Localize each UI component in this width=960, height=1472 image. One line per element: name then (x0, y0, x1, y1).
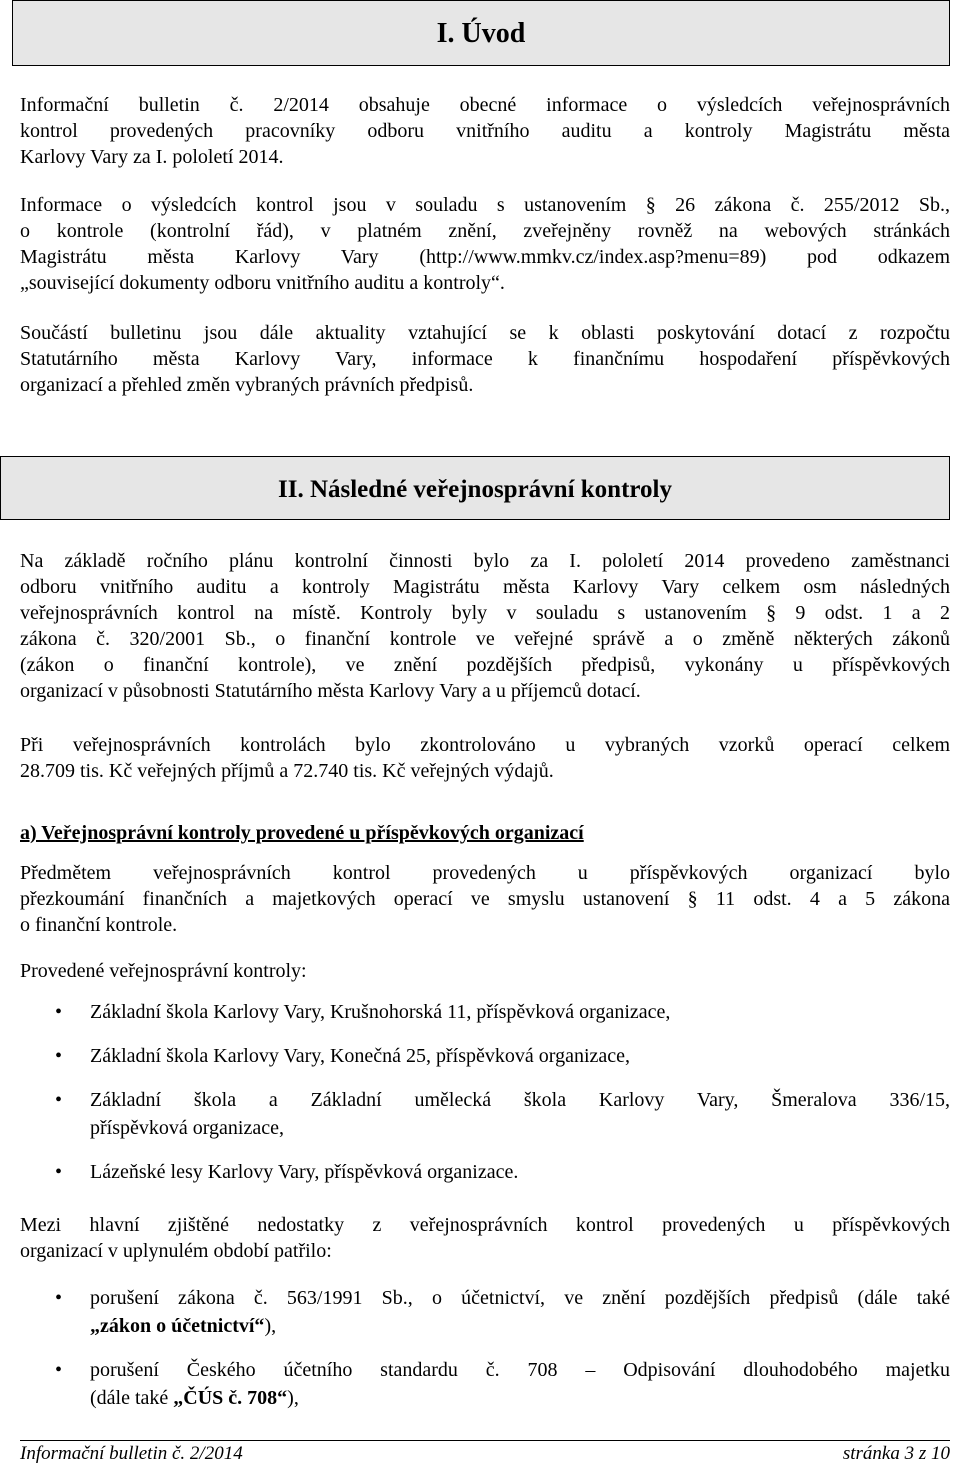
bullet-icon: • (55, 1045, 63, 1067)
text-line: veřejnosprávních kontrol na místě. Kontroly byly v souladu s ustanovením § 9 odst. 1 a 2 (20, 602, 950, 624)
list-item: • Základní škola a Základní umělecká škola Karlovy Vary, Šmeralova 336/15, příspěvková organizace, (20, 1086, 950, 1142)
list-item: • Lázeňské lesy Karlovy Vary, příspěvková organizace. (20, 1158, 950, 1186)
intro-paragraph-2 (20, 192, 950, 296)
text-line: Při veřejnosprávních kontrolách bylo zkontrolováno u vybraných vzorků operací celkem (20, 734, 950, 756)
list-item: • porušení zákona č. 563/1991 Sb., o účetnictví, ve znění pozdějších předpisů (dále také „zákon o účetnictví“), (20, 1284, 950, 1340)
controls-paragraph-1 (20, 548, 950, 704)
text-line: přezkoumání finančních a majetkových operací ve smyslu ustanovení § 11 odst. 4 a 5 zákona (20, 888, 950, 910)
subheading-contributory-organizations: a) Veřejnosprávní kontroly provedené u příspěvkových organizací (20, 822, 584, 844)
controls-paragraph-2 (20, 732, 950, 784)
section-heading-controls: II. Následné veřejnosprávní kontroly (0, 456, 950, 520)
text-line: Provedené veřejnosprávní kontroly: (20, 960, 307, 982)
text-line: organizací v uplynulém období patřilo: (20, 1240, 332, 1262)
text-line: Statutárního města Karlovy Vary, informace k finančnímu hospodaření příspěvkových (20, 348, 950, 370)
section-heading-intro: I. Úvod (12, 0, 950, 66)
footer-page-number: stránka 3 z 10 (842, 1443, 950, 1464)
bullet-icon: • (55, 1089, 63, 1111)
intro-paragraph-3 (20, 320, 950, 398)
bullet-icon: • (55, 1359, 63, 1381)
text-line: Součástí bulletinu jsou dále aktuality vztahující se k oblasti poskytování dotací z rozpočtu (20, 322, 950, 344)
page-footer (20, 1440, 950, 1467)
document-page (12, 0, 952, 1472)
text-line: 28.709 tis. Kč veřejných příjmů a 72.740 tis. Kč veřejných výdajů. (20, 760, 554, 782)
controls-list (20, 998, 950, 1186)
text-line: „související dokumenty odboru vnitřního auditu a kontroly“. (20, 272, 505, 294)
intro-paragraph-1 (20, 92, 950, 170)
text-line: (zákon o finanční kontrole), ve znění pozdějších předpisů, vykonány u příspěvkových (20, 654, 950, 676)
controls-paragraph-3 (20, 860, 950, 938)
text-line: Na základě ročního plánu kontrolní činnosti bylo za I. pololetí 2014 provedeno zaměstnanci (20, 550, 950, 572)
text-line: Mezi hlavní zjištěné nedostatky z veřejnosprávních kontrol provedených u příspěvkových (20, 1214, 950, 1236)
list-item: • porušení Českého účetního standardu č. 708 – Odpisování dlouhodobého majetku (dále také „ČÚS č. 708“), (20, 1356, 950, 1412)
text-line: kontrol provedených pracovníky odboru vnitřního auditu a kontroly Magistrátu města (20, 120, 950, 142)
text-line: o finanční kontrole. (20, 914, 178, 936)
bullet-icon: • (55, 1287, 63, 1309)
footer-bulletin-name: Informační bulletin č. 2/2014 (20, 1443, 243, 1464)
text-line: odboru vnitřního auditu a kontroly Magistrátu města Karlovy Vary celkem osm následných (20, 576, 950, 598)
bullet-icon: • (55, 1161, 63, 1183)
text-line: Informační bulletin č. 2/2014 obsahuje obecné informace o výsledcích veřejnosprávních (20, 94, 950, 116)
text-line: organizací a přehled změn vybraných právních předpisů. (20, 374, 474, 396)
text-line: zákona č. 320/2001 Sb., o finanční kontrole ve veřejné správě a o změně některých zákonů (20, 628, 950, 650)
text-line: Předmětem veřejnosprávních kontrol provedených u příspěvkových organizací bylo (20, 862, 950, 884)
text-line: organizací v působnosti Statutárního města Karlovy Vary a u příjemců dotací. (20, 680, 641, 702)
controls-list-intro (20, 958, 950, 984)
text-line: Karlovy Vary za I. pololetí 2014. (20, 146, 284, 168)
deficiencies-intro (20, 1212, 950, 1264)
deficiencies-list (20, 1284, 950, 1412)
bullet-icon: • (55, 1001, 63, 1023)
text-line: Informace o výsledcích kontrol jsou v souladu s ustanovením § 26 zákona č. 255/2012 Sb., (20, 194, 950, 216)
list-item: • Základní škola Karlovy Vary, Krušnohorská 11, příspěvková organizace, (20, 998, 950, 1026)
list-item: • Základní škola Karlovy Vary, Konečná 25, příspěvková organizace, (20, 1042, 950, 1070)
text-line: o kontrole (kontrolní řád), v platném znění, zveřejněny rovněž na webových stránkách (20, 220, 950, 242)
text-line: Magistrátu města Karlovy Vary (http://www.mmkv.cz/index.asp?menu=89) pod odkazem (20, 246, 950, 268)
